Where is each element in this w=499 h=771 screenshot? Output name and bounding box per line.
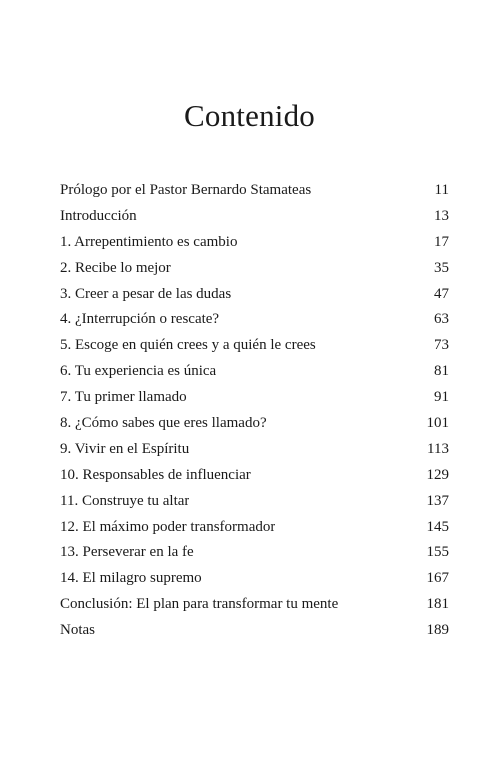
toc-entry — [60, 359, 449, 385]
toc-entry-title: 1. Arrepentimiento es cambio — [60, 233, 238, 250]
toc-entry-title: 8. ¿Cómo sabes que eres llamado? — [60, 415, 267, 432]
toc-entry — [60, 307, 449, 333]
toc-entry-title: 9. Vivir en el Espíritu — [60, 440, 190, 457]
toc-entry-title: 10. Responsables de influenciar — [60, 466, 251, 483]
toc-entry-title: 2. Recibe lo mejor — [60, 259, 171, 276]
table-of-contents — [60, 178, 449, 644]
toc-entry-page: 13 — [434, 207, 449, 224]
toc-entry-page: 47 — [434, 285, 449, 302]
toc-entry — [60, 411, 449, 437]
toc-entry — [60, 515, 449, 541]
toc-entry-page: 63 — [434, 311, 449, 328]
toc-entry-title: 5. Escoge en quién crees y a quién le crees — [60, 337, 316, 354]
toc-entry-page: 167 — [426, 570, 449, 587]
toc-entry — [60, 463, 449, 489]
toc-entry — [60, 230, 449, 256]
toc-entry-page: 81 — [434, 363, 449, 380]
toc-entry-title: 14. El milagro supremo — [60, 570, 202, 587]
toc-entry-title: 4. ¿Interrupción o rescate? — [60, 311, 220, 328]
page-title: Contenido — [184, 98, 315, 133]
toc-entry-title: Introducción — [60, 207, 137, 224]
toc-entry — [60, 204, 449, 230]
toc-entry — [60, 256, 449, 282]
toc-entry-title: 12. El máximo poder transformador — [60, 518, 276, 535]
toc-entry-title: 3. Creer a pesar de las dudas — [60, 285, 232, 302]
toc-entry-page: 35 — [434, 259, 449, 276]
toc-entry-title: 6. Tu experiencia es única — [60, 363, 217, 380]
toc-entry — [60, 566, 449, 592]
toc-entry-page: 129 — [426, 466, 449, 483]
toc-entry — [60, 385, 449, 411]
toc-entry-page: 101 — [426, 415, 449, 432]
toc-entry-title: 13. Perseverar en la fe — [60, 544, 194, 561]
toc-entry-title: Conclusión: El plan para transformar tu mente — [60, 596, 339, 613]
toc-entry-title: 11. Construye tu altar — [60, 492, 190, 509]
toc-entry — [60, 489, 449, 515]
toc-entry-title: 7. Tu primer llamado — [60, 389, 187, 406]
toc-entry — [60, 592, 449, 618]
toc-entry — [60, 540, 449, 566]
toc-entry-page: 11 — [434, 182, 449, 198]
toc-entry-title: Notas — [60, 622, 95, 639]
toc-entry-page: 17 — [434, 233, 449, 250]
toc-entry-title: Prólogo por el Pastor Bernardo Stamateas — [60, 182, 312, 198]
toc-entry-page: 155 — [426, 544, 449, 561]
toc-entry — [60, 333, 449, 359]
toc-entry-page: 145 — [426, 518, 449, 535]
toc-entry — [60, 178, 449, 204]
toc-entry-page: 181 — [426, 596, 449, 613]
toc-entry-page: 189 — [426, 622, 449, 639]
toc-entry — [60, 437, 449, 463]
toc-entry — [60, 282, 449, 308]
toc-entry-page: 91 — [434, 389, 449, 406]
toc-entry-page: 137 — [426, 492, 449, 509]
toc-entry — [60, 618, 449, 644]
toc-entry-page: 73 — [434, 337, 449, 354]
toc-entry-page: 113 — [427, 440, 449, 457]
